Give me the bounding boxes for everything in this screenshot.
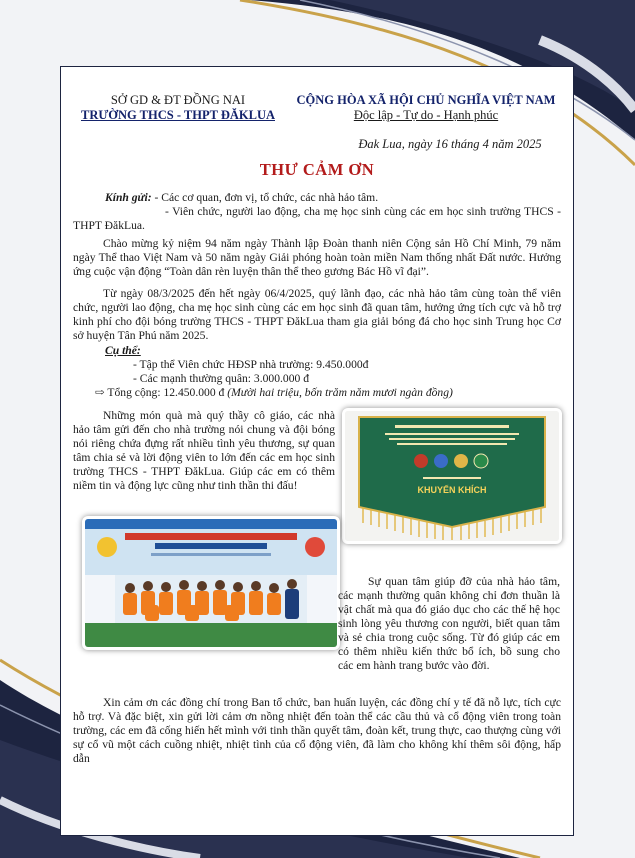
detail-item-staff: - Tập thể Viên chức HĐSP nhà trường: 9.450.000đ — [133, 358, 369, 371]
detail-total — [73, 386, 561, 400]
details-label: Cụ thể: — [105, 344, 141, 357]
paragraph-donor-meaning — [338, 575, 560, 673]
paragraph-gratitude-left — [73, 409, 335, 493]
greeting-line-2: - Viên chức, người lao động, cha mẹ học sinh cùng các em học sinh trường THCS - THPT ĐăkLua. — [73, 205, 561, 232]
paragraph-1: Chào mừng kỷ niệm 94 năm ngày Thành lập Đoàn thanh niên Cộng sản Hồ Chí Minh, 79 năm ngày Thể thao Việt Nam và 50 năm ngày Giải phóng hoàn toàn miền Nam thống nhất Đất nước. Hưởng ứng cuộc vận động “Toàn dân rèn luyện thân thể theo gương Bác Hồ vĩ đại”. — [73, 237, 561, 278]
letter-date: Đak Lua, ngày 16 tháng 4 năm 2025 — [358, 137, 542, 151]
greeting-label: Kính gửi: — [105, 191, 152, 204]
school-name: TRƯỜNG THCS - THPT ĐĂKLUA — [80, 108, 275, 122]
team-image — [85, 519, 337, 647]
total-in-words: (Mười hai triệu, bốn trăm năm mươi ngàn đồng) — [227, 386, 453, 399]
total-amount: Tổng cộng: 12.450.000 đ — [107, 386, 225, 399]
header-left — [73, 93, 283, 123]
paragraph-thanks — [73, 696, 561, 766]
team-photo — [82, 516, 340, 650]
letter-title: THƯ CẢM ƠN — [259, 160, 375, 179]
pennant-photo — [342, 408, 562, 544]
paragraph-3: Những món quà mà quý thầy cô giáo, các nhà hảo tâm gửi đến cho nhà trường nói chung và đội bóng nói riêng chứa đựng rất nhiều tình yêu thương, sự quan tâm chia sẻ và lời động viên to lớn đến các em học sinh trường THCS - THPT ĐăkLua. Giúp các em có thêm niềm tin và động lực cũng như tinh thần thi đấu! — [73, 409, 335, 492]
header-right — [286, 93, 566, 123]
detail-item-donors: - Các mạnh thường quân: 3.000.000 đ — [133, 372, 309, 385]
greeting-line-1: - Các cơ quan, đơn vị, tổ chức, các nhà hảo tâm. — [154, 191, 379, 204]
paragraph-2: Từ ngày 08/3/2025 đến hết ngày 06/4/2025, quý lãnh đạo, các nhà hảo tâm cùng toàn thể viên chức, người lao động, cha mẹ học sinh cùng các em học sinh đã quan tâm, hưởng ứng tích cực và hỗ trợ kinh phí cho đội bóng trường THCS - THPT ĐăkLua tham gia giải bóng đá cho học sinh Trung học Cơ sở huyện Tân Phú năm 2025. — [73, 287, 561, 342]
department-name: SỞ GD & ĐT ĐỒNG NAI — [110, 93, 246, 107]
republic-title: CỘNG HÒA XÃ HỘI CHỦ NGHĨA VIỆT NAM — [296, 93, 556, 107]
greeting-block — [73, 191, 561, 233]
arrow-icon: ⇨ — [95, 386, 105, 399]
pennant-award-text: KHUYẾN KHÍCH — [417, 485, 487, 495]
details-block — [73, 344, 561, 400]
paragraph-support — [73, 287, 561, 343]
paragraph-4: Sự quan tâm giúp đỡ của nhà hảo tâm, các mạnh thường quân không chỉ đơn thuần là vật chất mà qua đó giáo dục cho các thế hệ học sinh lòng yêu thương con người, biết quan tâm và sẻ chia trong cuộc sống. Từ đó giúp các em có thêm nhiều kiến thức bổ ích, bồ sung cho các em hành trang bước vào đời. — [338, 575, 560, 672]
national-motto: Độc lập - Tự do - Hạnh phúc — [353, 108, 499, 122]
paragraph-anniversary — [73, 237, 561, 279]
paragraph-5: Xin cảm ơn các đồng chí trong Ban tổ chức, ban huấn luyện, các đồng chí y tế đã nỗ lực, tích cực hỗ trợ. Và đặc biệt, xin gửi lời cảm ơn nồng nhiệt đến toàn thể các cầu thủ và cổ động viên trong toàn trường, các em đã cống hiến hết mình với tinh thần quyết tâm, đoàn kết, trung thực, cao thượng cùng với sự cổ vũ một cách cuồng nhiệt, nhiệt tình của cổ động viên, đã làm cho không khí thêm sôi động, hấp dẫn — [73, 696, 561, 765]
pennant-image — [345, 411, 559, 541]
